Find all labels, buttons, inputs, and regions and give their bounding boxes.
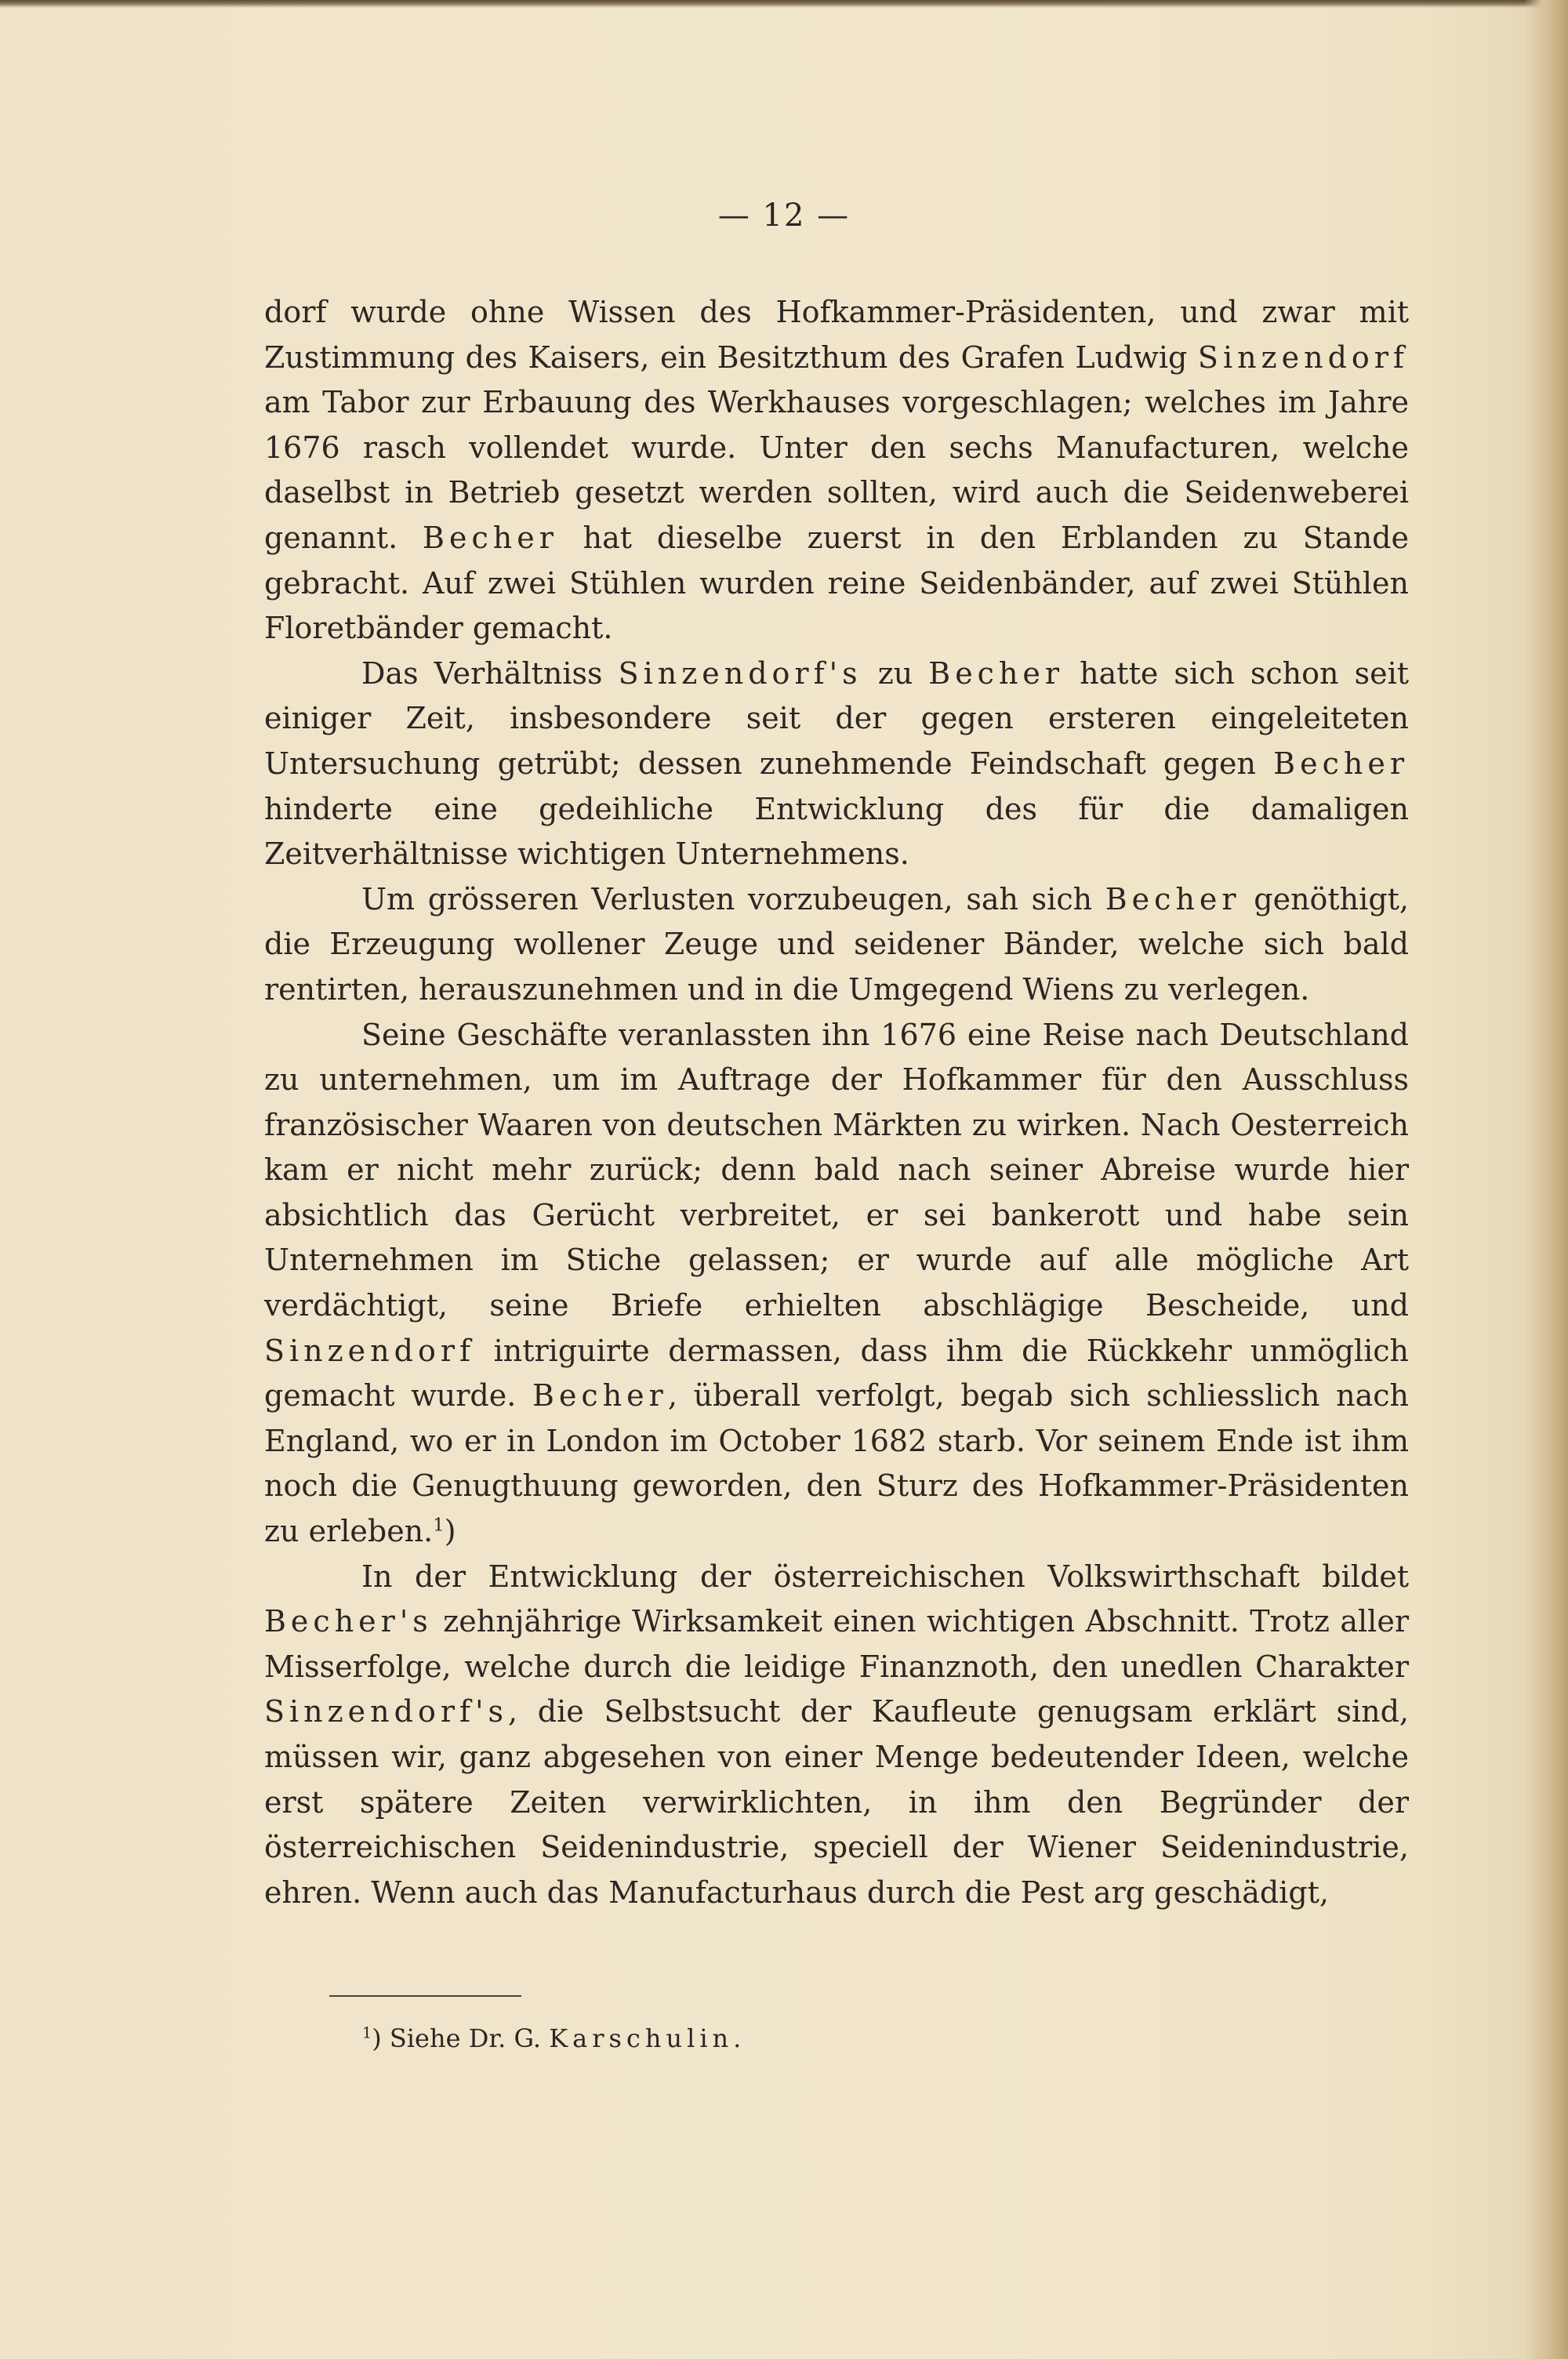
spaced-name: Sinzendorf's (618, 655, 862, 691)
spaced-name: Karschulin (549, 2023, 734, 2053)
spaced-name: Becher (1105, 881, 1241, 916)
paragraph-4: Seine Geschäfte veranlassten ihn 1676 eine Reise nach Deutschland zu unternehmen, um im Auftrage der Hofkammer für den Ausschluss französischer Waaren von deutschen Märkten zu wirken. Nach Oesterreich kam er nicht mehr zurück; denn bald nach seiner Abreise wurde hier absichtlich das Gerücht verbreitet, er sei bankerott und habe sein Unternehmen im Stiche gelassen; er wurde auf alle mögliche Art verdächtigt, seine Briefe erhielten abschlägige Bescheide, und Sinzendorf intriguirte dermassen, dass ihm die Rückkehr unmöglich gemacht wurde. Becher, überall verfolgt, begab sich schliesslich nach England, wo er in London im October 1682 starb. Vor seinem Ende ist ihm noch die Genugthuung geworden, den Sturz des Hofkammer-Präsidenten zu erleben.$^1$) (264, 1017, 1410, 1549)
paragraph-3: Um grösseren Verlusten vorzubeugen, sah sich Becher genöthigt, die Erzeugung wollener Zeuge und seidener Bänder, welche sich bald rentirten, herauszunehmen und in die Umgegend Wiens zu verlegen. (264, 881, 1409, 1007)
body-text (264, 290, 1409, 1915)
page-number: — 12 — (717, 198, 851, 234)
paragraph-1: dorf wurde ohne Wissen des Hofkammer-Präsidenten, und zwar mit Zustimmung des Kaisers, ein Besitzthum des Grafen Ludwig Sinzendorf am Tabor zur Erbauung des Werkhauses vorgeschlagen; welches im Jahre 1676 rasch vollendet wurde. Unter den sechs Manufacturen, welche daselbst in Betrieb gesetzt werden sollten, wird auch die Seidenweberei genannt. Becher hat dieselbe zuerst in den Erblanden zu Stande gebracht. Auf zwei Stühlen wurden reine Seidenbänder, auf zwei Stühlen Floretbänder gemacht. (264, 295, 1409, 646)
spaced-name: Sinzendorf (264, 1333, 476, 1368)
spaced-name: Sinzendorf's (264, 1694, 509, 1729)
footnote-divider (329, 1995, 521, 1997)
spaced-name: Becher (423, 520, 558, 555)
footnote-marker: 1 (362, 2023, 372, 2042)
spaced-name: Becher (928, 655, 1065, 691)
spaced-name: Sinzendorf (1197, 339, 1409, 375)
footnote-reference: 1 (433, 1515, 445, 1536)
page-top-edge (0, 0, 1568, 8)
footnote: $^1$) Siehe Dr. G. Karschulin. (362, 2023, 742, 2053)
spaced-name: Becher's (264, 1604, 433, 1639)
paragraph-2: Das Verhältniss Sinzendorf's zu Becher hatte sich schon seit einiger Zeit, insbesondere seit der gegen ersteren eingeleiteten Untersuchung getrübt; dessen zunehmende Feindschaft gegen Becher hinderte eine gedeihliche Entwicklung des für die damaligen Zeitverhältnisse wichtigen Unternehmens. (264, 655, 1409, 872)
spaced-name: Becher (532, 1378, 668, 1414)
spaced-name: Becher (1273, 746, 1409, 781)
paragraph-5: In der Entwicklung der österreichischen Volkswirthschaft bildet Becher's zehnjährige Wirksamkeit einen wichtigen Abschnitt. Trotz aller Misserfolge, welche durch die leidige Finanznoth, den unedlen Charakter Sinzendorf's, die Selbstsucht der Kaufleute genugsam erklärt sind, müssen wir, ganz abgesehen von einer Menge bedeutender Ideen, welche erst spätere Zeiten verwirklichten, in ihm den Begründer der österreichischen Seidenindustrie, speciell der Wiener Seidenindustrie, ehren. Wenn auch das Manufacturhaus durch die Pest arg geschädigt, (264, 1559, 1409, 1910)
page-right-edge (1524, 0, 1568, 2359)
